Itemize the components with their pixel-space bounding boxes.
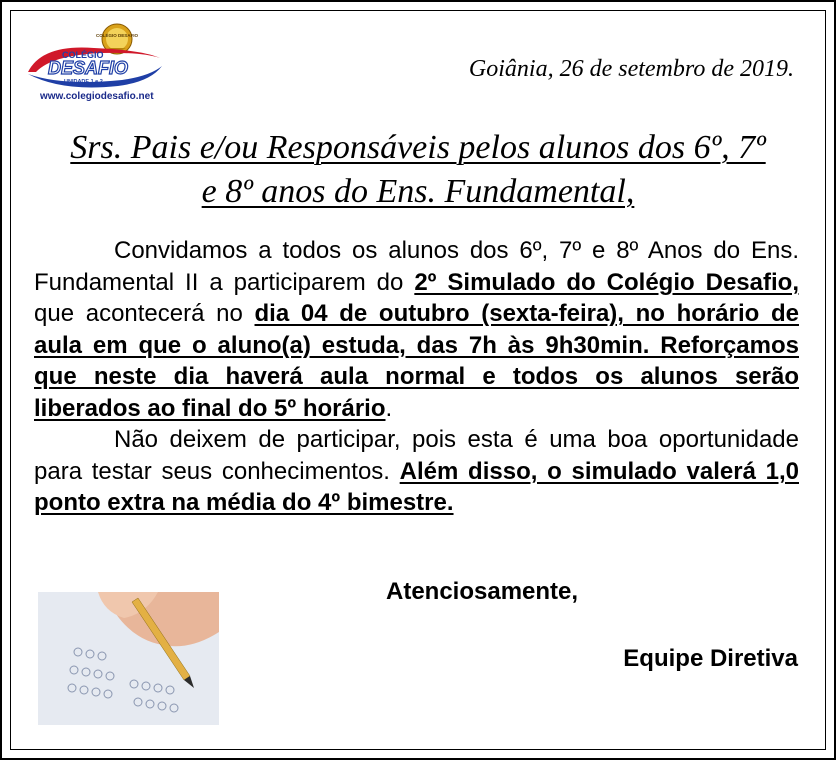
closing-text: Atenciosamente, <box>386 578 579 605</box>
p1-text-c: que acontecerá no <box>34 300 255 327</box>
p1-event-details: dia 04 de outubro (sexta-feira), no horário de aula em que o aluno(a) estuda, das 7h às 9h30min. Reforçamos que neste dia haverá aula normal e todos os alunos serão liberados ao final do 5º horário <box>34 300 799 422</box>
badge-text: COLÉGIO DESAFIO <box>95 33 139 38</box>
p1-event-name: 2º Simulado do Colégio Desafio, <box>414 268 799 296</box>
logo-units-text: UNIDADE 1 e 2 <box>64 79 103 85</box>
p2-text-a: Não deixem de participar, pois esta é uma boa oportunidade para testar seus conhecimentos. <box>34 426 799 485</box>
paragraph-1 <box>34 235 799 424</box>
letter-body <box>34 235 799 519</box>
logo-colegio-text: COLÉGIO <box>62 50 104 60</box>
letter-date: Goiânia, 26 de setembro de 2019. <box>468 56 794 82</box>
website-url: www.colegiodesafio.net <box>40 91 154 102</box>
p2-extra-point: Além disso, o simulado valerá 1,0 ponto extra na média do 4º bimestre. <box>34 457 799 516</box>
p1-text-e: . <box>385 394 393 422</box>
salutation-line-2: e 8º anos do Ens. Fundamental, <box>201 173 635 210</box>
exam-photo <box>38 592 219 725</box>
letter-salutation <box>20 126 816 214</box>
salutation-line-1: Srs. Pais e/ou Responsáveis pelos alunos dos 6º, 7º <box>70 129 766 166</box>
signature-text: Equipe Diretiva <box>623 645 798 672</box>
p1-text-a: Convidamos a todos os alunos dos 6º, 7º e 8º Anos do Ens. Fundamental II a participarem do <box>34 237 799 296</box>
logo-desafio-text: DESAFIO <box>48 58 129 78</box>
paragraph-2 <box>34 424 799 519</box>
